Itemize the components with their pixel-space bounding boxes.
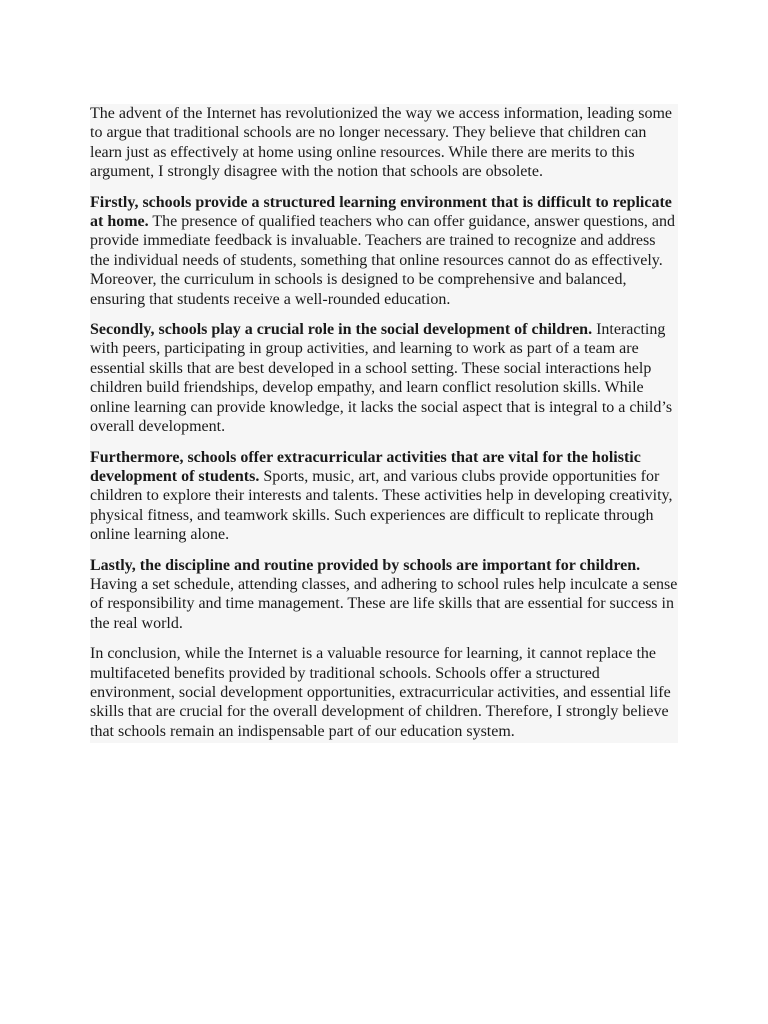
point-paragraph-4 (90, 556, 678, 634)
point-paragraph-1 (90, 193, 678, 309)
point-heading-1: Firstly, schools provide a structured learning environment that is difficult to replicate at home. (90, 193, 672, 231)
conclusion-paragraph: In conclusion, while the Internet is a valuable resource for learning, it cannot replace the multifaceted benefits provided by traditional schools. Schools offer a structured environment, social development opportunities, extracurricular activities, and essential life skills that are crucial for the overall development of children. Therefore, I strongly believe that schools remain an indispensable part of our education system. (90, 645, 671, 740)
intro-paragraph: The advent of the Internet has revolutionized the way we access information, leading some to argue that traditional schools are no longer necessary. They believe that children can learn just as effectively at home using online resources. While there are merits to this argument, I strongly disagree with the notion that schools are obsolete. (90, 105, 673, 181)
point-body-1: The presence of qualified teachers who can offer guidance, answer questions, and provide immediate feedback is invaluable. Teachers are trained to recognize and address the individual needs of students, something that online resources cannot do as effectively. Moreover, the curriculum in schools is designed to be comprehensive and balanced, ensuring that students receive a well-rounded education. (90, 213, 675, 308)
essay-body (90, 104, 678, 743)
point-heading-2: Secondly, schools play a crucial role in the social development of children. (90, 321, 593, 339)
point-paragraph-2 (90, 320, 678, 436)
point-body-2: Interacting with peers, participating in group activities, and learning to work as part of a team are essential skills that are best developed in a school setting. These social interactions help children build friendships, develop empathy, and learn conflict resolution skills. While online learning can provide knowledge, it lacks the social aspect that is integral to a child’s overall development. (90, 321, 673, 436)
point-body-4: Having a set schedule, attending classes, and adhering to school rules help inculcate a sense of responsibility and time management. These are life skills that are essential for success in the real world. (90, 575, 678, 632)
point-body-3: Sports, music, art, and various clubs provide opportunities for children to explore their interests and talents. These activities help in developing creativity, physical fitness, and teamwork skills. Such experiences are difficult to replicate through online learning alone. (90, 467, 673, 544)
point-paragraph-3 (90, 448, 678, 545)
point-heading-4: Lastly, the discipline and routine provided by schools are important for children. (90, 556, 641, 574)
point-heading-3: Furthermore, schools offer extracurricular activities that are vital for the holistic development of students. (90, 448, 641, 485)
